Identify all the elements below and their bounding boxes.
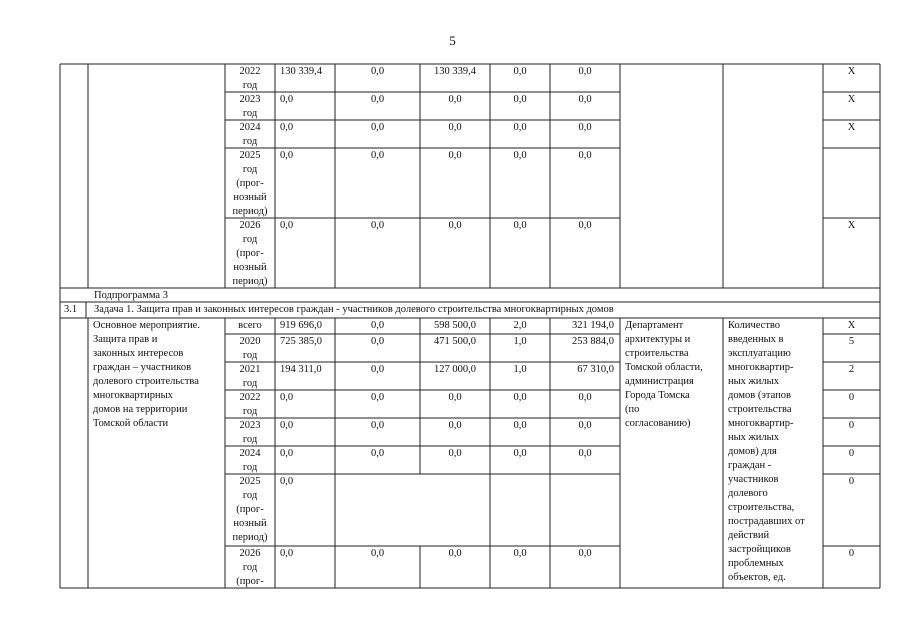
value-cell: 130 339,4 [280, 66, 322, 77]
value-cell: 0,0 [280, 150, 294, 161]
value-cell: 0,0 [513, 420, 527, 431]
executor: Департамент архитектуры и строительства Томской области, администрация Города Томска (по согласованию) [625, 320, 703, 429]
value-cell: 0,0 [578, 448, 592, 459]
event-name: Основное мероприятие. Защита прав и законных интересов граждан – участников долевого строительства многоквартирных домов на территории Томской области [93, 320, 200, 429]
year-label: 2025 год (прог- нозный период) [232, 150, 268, 217]
value-cell: 0,0 [280, 548, 294, 559]
value-cell: 0,0 [370, 548, 385, 559]
value-cell: 0,0 [370, 320, 385, 331]
year-label: всего [238, 320, 262, 331]
value-cell: 0,0 [578, 66, 592, 77]
value-cell: 0,0 [370, 420, 385, 431]
year-label: 2026 год (прог- [236, 548, 264, 587]
value-cell: 0,0 [448, 448, 462, 459]
year-label: 2026 год (прог- нозный период) [232, 220, 268, 287]
value-cell: 0,0 [370, 150, 385, 161]
value-cell: 0,0 [578, 122, 592, 133]
value-cell: 0,0 [370, 364, 385, 375]
value-cell: 0,0 [513, 122, 527, 133]
year-label: 2020 год [239, 336, 261, 361]
value-cell: 0,0 [280, 122, 294, 133]
value-cell: 0,0 [448, 392, 462, 403]
year-label: 2024 год [239, 448, 261, 473]
year-label: 2021 год [239, 364, 261, 389]
value-cell: 0,0 [448, 150, 462, 161]
value-cell: 0,0 [370, 94, 385, 105]
value-cell: 0,0 [370, 392, 385, 403]
year-label: 2024 год [239, 122, 261, 147]
value-cell: 0,0 [578, 220, 592, 231]
indicator-mark: 0 [848, 420, 855, 431]
value-cell: 0,0 [448, 420, 462, 431]
value-cell: 0,0 [370, 122, 385, 133]
indicator-mark: Х [847, 122, 856, 133]
value-cell: 0,0 [513, 448, 527, 459]
value-cell: 0,0 [370, 336, 385, 347]
value-cell: 725 385,0 [280, 336, 322, 347]
year-label: 2023 год [239, 420, 261, 445]
value-cell: 919 696,0 [280, 320, 322, 331]
indicator-mark: 0 [848, 392, 855, 403]
indicator-mark: 0 [848, 476, 855, 487]
task-text: Задача 1. Защита прав и законных интересов граждан - участников долевого строительства многоквартирных домов [94, 304, 614, 315]
year-label: 2022 год [239, 392, 261, 417]
value-cell: 67 310,0 [577, 364, 614, 375]
value-cell: 127 000,0 [434, 364, 476, 375]
value-cell: 0,0 [513, 220, 527, 231]
value-cell: 0,0 [578, 94, 592, 105]
value-cell: 253 884,0 [572, 336, 614, 347]
value-cell: 0,0 [513, 94, 527, 105]
value-cell: 0,0 [578, 420, 592, 431]
indicator-mark: 0 [848, 448, 855, 459]
value-cell: 0,0 [280, 392, 294, 403]
indicator-mark: 0 [848, 548, 855, 559]
value-cell: 0,0 [280, 476, 294, 487]
value-cell: 0,0 [513, 66, 527, 77]
value-cell: 0,0 [578, 548, 592, 559]
value-cell: 0,0 [280, 420, 294, 431]
value-cell: 0,0 [280, 220, 294, 231]
value-cell: 0,0 [280, 94, 294, 105]
page-number: 5 [449, 33, 456, 48]
indicator-mark: Х [847, 94, 856, 105]
value-cell: 471 500,0 [434, 336, 476, 347]
indicator-mark: Х [847, 66, 856, 77]
value-cell: 0,0 [448, 94, 462, 105]
value-cell: 194 311,0 [280, 364, 322, 375]
indicator-mark: 5 [848, 336, 855, 347]
year-label: 2023 год [239, 94, 261, 119]
value-cell: 0,0 [578, 150, 592, 161]
task-number: 3.1 [64, 304, 78, 315]
value-cell: 0,0 [513, 150, 527, 161]
value-cell: 0,0 [370, 448, 385, 459]
indicator-mark: Х [847, 220, 856, 231]
value-cell: 1,0 [513, 336, 527, 347]
subprogram-label: Подпрограмма 3 [94, 290, 168, 301]
indicator-mark: 2 [848, 364, 855, 375]
value-cell: 0,0 [448, 548, 462, 559]
value-cell: 598 500,0 [434, 320, 476, 331]
value-cell: 0,0 [448, 122, 462, 133]
year-label: 2022 год [239, 66, 261, 91]
value-cell: 0,0 [280, 448, 294, 459]
value-cell: 0,0 [370, 66, 385, 77]
indicator-name: Количество введенных в эксплуатацию многоквартир- ных жилых домов (этапов строительства многоквартир- ных жилых домов) для граждан - участников долевого строительства, пострадавших от действий застройщиков проблемных объектов, ед. [728, 320, 805, 583]
value-cell: 0,0 [578, 392, 592, 403]
value-cell: 0,0 [448, 220, 462, 231]
year-label: 2025 год (прог- нозный период) [232, 476, 268, 543]
value-cell: 321 194,0 [572, 320, 614, 331]
value-cell: 0,0 [513, 392, 527, 403]
value-cell: 0,0 [370, 220, 385, 231]
value-cell: 1,0 [513, 364, 527, 375]
indicator-mark: Х [847, 320, 856, 331]
value-cell: 2,0 [513, 320, 527, 331]
value-cell: 130 339,4 [434, 66, 476, 77]
value-cell: 0,0 [513, 548, 527, 559]
